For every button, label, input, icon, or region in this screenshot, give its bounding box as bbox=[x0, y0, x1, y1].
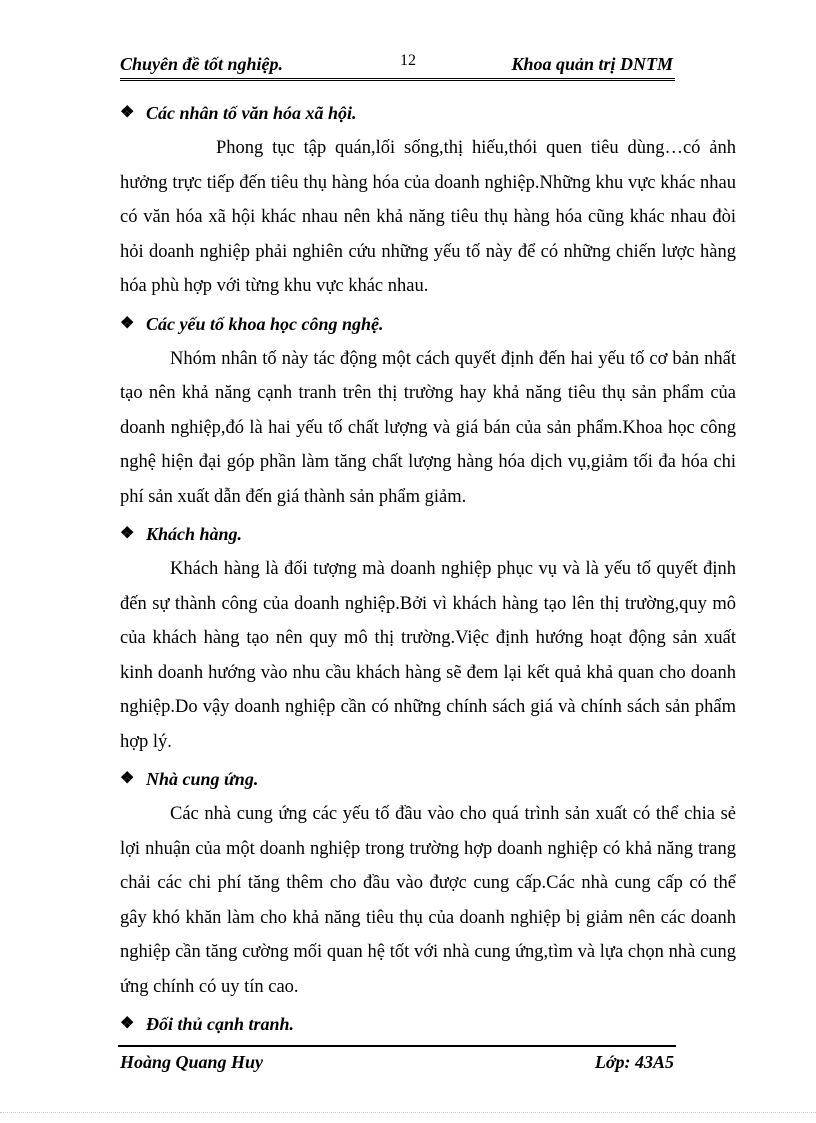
page-content bbox=[120, 95, 736, 1042]
footer-author: Hoàng Quang Huy bbox=[120, 1052, 264, 1072]
section-heading bbox=[120, 1006, 736, 1042]
section-heading-text: Đối thủ cạnh tranh. bbox=[146, 1014, 295, 1034]
page-number: 12 bbox=[400, 52, 416, 69]
section-paragraph: Khách hàng là đối tượng mà doanh nghiệp phục vụ và là yếu tố quyết định đến sự thành công của doanh nghiệp.Bởi vì khách hàng tạo lên thị trường,quy mô của khách hàng tạo nên quy mô thị trường.Việc định hướng hoạt động sản xuất kinh doanh hướng vào nhu cầu khách hàng sẽ đem lại kết quả khả quan cho doanh nghiệp.Do vậy doanh nghiệp cần có những chính sách giá và chính sách sản phẩm hợp lý. bbox=[120, 559, 736, 752]
section-heading bbox=[120, 306, 736, 342]
header-title-left: Chuyên đề tốt nghiệp. bbox=[120, 54, 284, 74]
page-bottom-divider bbox=[0, 1112, 816, 1113]
section-heading bbox=[120, 516, 736, 552]
page-header bbox=[120, 50, 675, 81]
diamond-bullet-icon: ❖ bbox=[120, 314, 135, 332]
section-heading-text: Các yếu tố khoa học công nghệ. bbox=[146, 313, 384, 334]
section-paragraph: Nhóm nhân tố này tác động một cách quyết định đến hai yếu tố cơ bản nhất tạo nên khả năng cạnh tranh trên thị trường hay khả năng tiêu thụ sản phẩm của doanh nghiệp,đó là hai yếu tố chất lượng và giá bán của sản phẩm.Khoa học công nghệ hiện đại góp phần làm tăng chất lượng hàng hóa dịch vụ,giảm tối đa hóa chi phí sản xuất dẫn đến giá thành sản phẩm giảm. bbox=[120, 348, 736, 507]
section-heading bbox=[120, 95, 736, 131]
section-heading-text: Các nhân tố văn hóa xã hội. bbox=[146, 103, 357, 123]
section-heading-text: Khách hàng. bbox=[146, 524, 243, 544]
section-heading-text: Nhà cung ứng. bbox=[146, 769, 259, 789]
footer-class: Lớp: 43A5 bbox=[594, 1052, 674, 1072]
page-footer bbox=[118, 1045, 676, 1077]
section-paragraph: Các nhà cung ứng các yếu tố đầu vào cho quá trình sản xuất có thể chia sẻ lợi nhuận của một doanh nghiệp trong trường hợp doanh nghiệp có khả năng trang chải các chi phí tăng thêm cho đầu vào được cung cấp.Các nhà cung cấp có thể gây khó khăn làm cho khả năng tiêu thụ của doanh nghiệp bị giảm nên các doanh nghiệp cần tăng cường mối quan hệ tốt với nhà cung ứng,tìm và lựa chọn nhà cung ứng chính có uy tín cao. bbox=[120, 804, 736, 997]
diamond-bullet-icon: ❖ bbox=[120, 770, 135, 787]
diamond-bullet-icon: ❖ bbox=[120, 104, 135, 121]
section-paragraph: Phong tục tập quán,lối sống,thị hiếu,thói quen tiêu dùng…có ảnh hưởng trực tiếp đến tiêu thụ hàng hóa của doanh nghiệp.Những khu vực khác nhau có văn hóa xã hội khác nhau nên khả năng tiêu thụ hàng hóa cũng khác nhau đòi hỏi doanh nghiệp phải nghiên cứu những yếu tố này để có những chiến lược hàng hóa phù hợp với từng khu vực khác nhau. bbox=[120, 138, 736, 296]
section-heading bbox=[120, 761, 736, 797]
diamond-bullet-icon: ❖ bbox=[120, 525, 135, 542]
header-title-right: Khoa quản trị DNTM bbox=[511, 54, 673, 74]
diamond-bullet-icon: ❖ bbox=[120, 1015, 135, 1032]
